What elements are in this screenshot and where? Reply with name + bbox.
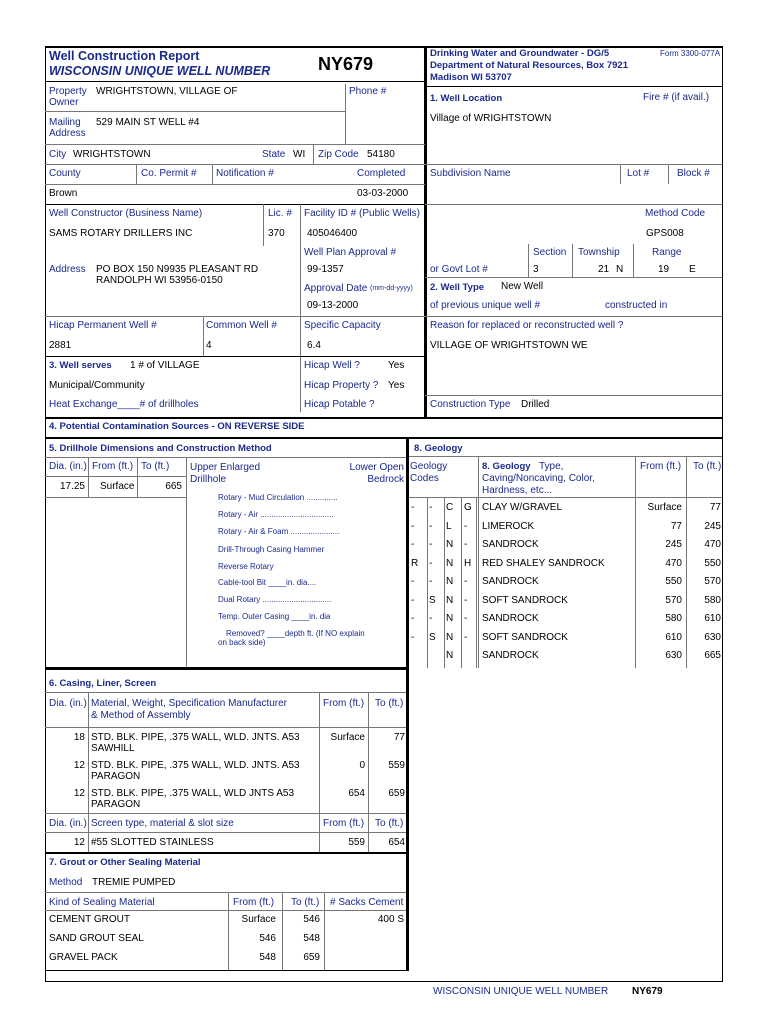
screen-from-value: 559 (348, 837, 365, 848)
geology-type-desc: Type, Caving/Noncaving, Color, Hardness, etc... (482, 461, 595, 496)
casing-from-label: From (ft.) (323, 698, 365, 709)
geology-code: N (446, 557, 454, 569)
construction-type-value: Drilled (521, 399, 550, 410)
plan-approval-label: Well Plan Approval # (304, 247, 397, 258)
geology-code: - (429, 502, 433, 513)
screen-dia-label: Dia. (in.) (49, 818, 87, 829)
geology-code: - (464, 539, 468, 550)
geology-desc: LIMEROCK (482, 520, 535, 532)
geology-code: - (429, 539, 433, 550)
casing-dia: 12 (73, 760, 85, 771)
hicap-well-value: Yes (388, 360, 405, 371)
mailing-address-value: 529 MAIN ST WELL #4 (96, 117, 200, 128)
approval-date-format: (mm-dd-yyyy) (370, 285, 413, 292)
geology-code: G (464, 502, 472, 513)
screen-type-label: Screen type, material & slot size (91, 818, 234, 829)
phone-label: Phone # (349, 86, 387, 97)
drillhole-dia-value: 17.25 (59, 481, 85, 492)
contamination-title: 4. Potential Contamination Sources - ON REVERSE SIDE (49, 421, 305, 432)
mailing-address-label: Mailing Address (49, 117, 86, 139)
geology-code: H (464, 557, 472, 569)
method-code-label: Method Code (645, 208, 706, 219)
county-label: County (49, 168, 81, 179)
location-value: Village of WRIGHTSTOWN (430, 113, 552, 124)
footer-well-number: NY679 (632, 986, 663, 997)
grout-to: 659 (303, 952, 320, 963)
drill-method-item: Cable-tool Bit ____in. dia.... (218, 578, 317, 587)
geology-code: - (429, 613, 433, 624)
constructor-address-line1: PO BOX 150 N9935 PLEASANT RD (96, 264, 259, 275)
lower-open-label: Lower Open Bedrock (349, 462, 404, 485)
range-direction: E (689, 264, 696, 275)
casing-dia: 12 (73, 788, 85, 799)
casing-to-label: To (ft.) (375, 698, 404, 709)
drill-method-item: Rotary - Air ................................. (218, 510, 334, 519)
common-well-label: Common Well # (206, 320, 277, 331)
grout-kind: CEMENT GROUT (49, 914, 130, 925)
geology-desc: CLAY W/GRAVEL (482, 502, 563, 513)
construction-type-label: Construction Type (430, 399, 511, 410)
geology-code: - (429, 520, 433, 532)
geology-desc: SANDROCK (482, 650, 539, 661)
state-label: State (262, 149, 286, 160)
geology-to: 570 (704, 576, 721, 587)
well-location-title: 1. Well Location (430, 93, 503, 104)
screen-desc-value: #55 SLOTTED STAINLESS (91, 837, 214, 848)
geology-code: N (446, 650, 454, 661)
geology-desc: SOFT SANDROCK (482, 594, 568, 606)
grout-to: 546 (303, 914, 320, 925)
completed-label: Completed (357, 168, 406, 179)
geology-from: 550 (665, 576, 682, 587)
geology-code: N (446, 539, 454, 550)
grout-from-label: From (ft.) (233, 897, 275, 908)
geology-from: 470 (665, 557, 682, 569)
casing-material-line1: STD. BLK. PIPE, .375 WALL, WLD. JNTS. A53 (91, 760, 300, 771)
drillhole-from-value: Surface (100, 481, 135, 492)
drillhole-to-label: To (ft.) (141, 461, 170, 472)
hicap-well-label: Hicap Well ? (304, 360, 360, 371)
constructor-name: SAMS ROTARY DRILLERS INC (49, 228, 193, 239)
drillhole-from-label: From (ft.) (92, 461, 134, 472)
license-value: 370 (268, 228, 285, 239)
geology-code: - (411, 502, 415, 513)
geology-code: - (464, 613, 468, 624)
geology-desc: SOFT SANDROCK (482, 631, 568, 643)
well-serves-title: 3. Well serves (49, 360, 112, 371)
footer-label: WISCONSIN UNIQUE WELL NUMBER (433, 986, 609, 997)
facility-id-value: 405046400 (307, 228, 358, 239)
geology-to: 665 (704, 650, 721, 661)
screen-to-value: 654 (388, 837, 405, 848)
geology-code: - (411, 613, 415, 624)
grout-sacks: 400 S (377, 914, 404, 925)
hicap-permanent-value: 2881 (49, 340, 72, 351)
previous-well-label: of previous unique well # (430, 300, 541, 311)
geology-desc: RED SHALEY SANDROCK (482, 557, 605, 569)
casing-material-line1: STD. BLK. PIPE, .375 WALL, WLD JNTS A53 (91, 788, 295, 799)
geology-code: - (464, 594, 468, 606)
geology-from-label: From (ft.) (640, 461, 682, 472)
geology-from: 610 (665, 631, 682, 643)
screen-dia-value: 12 (73, 837, 85, 848)
section-value: 3 (533, 264, 539, 275)
geology-to: 470 (704, 539, 721, 550)
casing-dia: 18 (73, 732, 85, 743)
screen-from-label: From (ft.) (323, 818, 365, 829)
grout-kind-label: Kind of Sealing Material (49, 897, 155, 908)
reason-label: Reason for replaced or reconstructed well ? (430, 320, 624, 331)
casing-material-line1: STD. BLK. PIPE, .375 WALL, WLD. JNTS. A53 (91, 732, 300, 743)
grout-method-label: Method (49, 877, 83, 888)
upper-enlarged-label: Upper Enlarged Drillhole (190, 462, 261, 485)
state-value: WI (293, 149, 306, 160)
casing-title: 6. Casing, Liner, Screen (49, 678, 157, 689)
casing-material-line2: PARAGON (91, 799, 141, 810)
geology-code: - (429, 557, 433, 569)
geology-code: N (446, 613, 454, 624)
facility-id-label: Facility ID # (Public Wells) (304, 208, 420, 219)
common-well-value: 4 (206, 340, 212, 351)
geology-from: 580 (665, 613, 682, 624)
completed-value: 03-03-2000 (357, 188, 409, 199)
geology-code: R (411, 557, 419, 569)
geology-code: S (429, 631, 436, 643)
geology-to: 550 (704, 557, 721, 569)
geology-code: - (411, 576, 415, 587)
geology-code: N (446, 631, 454, 643)
plan-approval-value: 99-1357 (307, 264, 344, 275)
well-type-title: 2. Well Type (430, 282, 485, 293)
geology-codes-label: Geology Codes (410, 461, 448, 484)
geology-code: - (411, 520, 415, 532)
casing-material-label: Material, Weight, Specification Manufacturer & Method of Assembly (91, 698, 288, 721)
zip-label: Zip Code (318, 149, 359, 160)
geology-code: - (411, 631, 415, 643)
geology-desc: SANDROCK (482, 613, 539, 624)
geology-code: - (411, 594, 415, 606)
approval-date-value: 09-13-2000 (307, 300, 359, 311)
geology-title: 8. Geology (414, 443, 463, 454)
geology-from: Surface (647, 502, 682, 513)
casing-dia-label: Dia. (in.) (49, 698, 87, 709)
casing-to: 559 (388, 760, 405, 771)
report-title: Well Construction Report (49, 49, 200, 63)
drill-method-item: Drill-Through Casing Hammer (218, 545, 325, 554)
drillhole-title: 5. Drillhole Dimensions and Construction Method (49, 443, 272, 454)
geology-to: 610 (704, 613, 721, 624)
property-owner-value: WRIGHTSTOWN, VILLAGE OF (96, 86, 238, 97)
grout-title: 7. Grout or Other Sealing Material (49, 857, 201, 868)
geology-desc: SANDROCK (482, 576, 539, 587)
method-code-value: GPS008 (646, 228, 684, 239)
geology-to-label: To (ft.) (693, 461, 722, 472)
geology-to: 630 (704, 631, 721, 643)
geology-code: - (464, 631, 468, 643)
license-label: Lic. # (268, 208, 292, 219)
casing-from: 0 (359, 760, 365, 771)
lot-label: Lot # (627, 168, 650, 179)
grout-kind: SAND GROUT SEAL (49, 933, 144, 944)
department-address: Madison WI 53707 (430, 72, 512, 83)
hicap-permanent-label: Hicap Permanent Well # (49, 320, 157, 331)
property-owner-label: Property Owner (49, 86, 87, 108)
well-type-value: New Well (501, 281, 544, 292)
co-permit-label: Co. Permit # (141, 168, 197, 179)
specific-capacity-value: 6.4 (307, 340, 321, 351)
fire-number-label: Fire # (if avail.) (643, 92, 710, 103)
drillhole-dia-label: Dia. (in.) (49, 461, 87, 472)
geology-to: 77 (709, 502, 721, 513)
subdivision-label: Subdivision Name (430, 168, 511, 179)
block-label: Block # (677, 168, 710, 179)
specific-capacity-label: Specific Capacity (304, 320, 381, 331)
geology-code: L (446, 520, 452, 532)
grout-from: Surface (241, 914, 276, 925)
casing-to: 77 (393, 732, 405, 743)
geology-code: S (429, 594, 436, 606)
geology-from: 630 (665, 650, 682, 661)
notification-label: Notification # (216, 168, 274, 179)
range-value: 19 (658, 264, 670, 275)
constructor-label: Well Constructor (Business Name) (49, 208, 203, 219)
geology-type-label: 8. Geology (482, 461, 531, 472)
grout-from: 546 (259, 933, 276, 944)
geology-to: 245 (704, 520, 721, 532)
casing-from: 654 (348, 788, 365, 799)
approval-date-label: Approval Date (304, 283, 368, 294)
department-name: Department of Natural Resources, Box 7921 (430, 60, 628, 71)
township-direction: N (616, 264, 624, 275)
township-value: 21 (598, 264, 610, 275)
geology-code: N (446, 594, 454, 606)
county-value: Brown (49, 188, 78, 199)
geology-code: - (429, 576, 433, 587)
drill-method-item: Rotary - Air & Foam ...................... (218, 527, 340, 536)
grout-sacks-label: # Sacks Cement (330, 897, 404, 908)
city-value: WRIGHTSTOWN (73, 149, 151, 160)
drill-method-item: Rotary - Mud Circulation .............. (218, 493, 338, 502)
geology-code: C (446, 502, 454, 513)
form-number: Form 3300-077A (660, 49, 721, 58)
township-label: Township (578, 247, 620, 258)
grout-to-label: To (ft.) (291, 897, 320, 908)
hicap-property-value: Yes (388, 380, 405, 391)
geology-code: - (411, 539, 415, 550)
well-number: NY679 (318, 54, 374, 74)
section-label: Section (533, 247, 567, 258)
geology-to: 580 (704, 594, 721, 606)
range-label: Range (652, 247, 682, 258)
govt-lot-label: or Govt Lot # (430, 264, 488, 275)
grout-kind: GRAVEL PACK (49, 952, 118, 963)
constructed-in-label: constructed in (605, 300, 668, 311)
drill-method-item: Removed? ____depth ft. (If NO explain on back side) (218, 629, 365, 647)
casing-material-line2: SAWHILL (91, 743, 135, 754)
grout-method-value: TREMIE PUMPED (92, 877, 176, 888)
drill-method-item: Reverse Rotary (218, 562, 274, 571)
well-serves-value: 1 # of VILLAGE (130, 360, 200, 371)
casing-from: Surface (330, 732, 365, 743)
agency-name: Drinking Water and Groundwater - DG/5 (430, 48, 610, 59)
city-label: City (49, 149, 67, 160)
hicap-property-label: Hicap Property ? (304, 380, 379, 391)
casing-to: 659 (388, 788, 405, 799)
report-subtitle: WISCONSIN UNIQUE WELL NUMBER (49, 64, 271, 78)
geology-from: 77 (670, 520, 682, 532)
drillhole-to-value: 665 (165, 481, 182, 492)
hicap-potable-label: Hicap Potable ? (304, 399, 375, 410)
zip-value: 54180 (367, 149, 395, 160)
well-serves-type: Municipal/Community (49, 380, 145, 391)
casing-material-line2: PARAGON (91, 771, 141, 782)
geology-code: - (464, 520, 468, 532)
geology-code: - (464, 576, 468, 587)
drill-method-item: Temp. Outer Casing ____in. dia (218, 612, 331, 621)
heat-exchange-label: Heat Exchange____# of drillholes (49, 399, 199, 410)
constructor-address-label: Address (49, 264, 86, 275)
constructor-address-line2: RANDOLPH WI 53956-0150 (96, 275, 223, 286)
grout-from: 548 (259, 952, 276, 963)
drill-method-item: Dual Rotary ............................... (218, 595, 332, 604)
reason-value: VILLAGE OF WRIGHTSTOWN WE (430, 340, 588, 351)
geology-desc: SANDROCK (482, 539, 539, 550)
geology-code: N (446, 576, 454, 587)
geology-from: 245 (665, 539, 682, 550)
grout-to: 548 (303, 933, 320, 944)
geology-from: 570 (665, 594, 682, 606)
screen-to-label: To (ft.) (375, 818, 404, 829)
